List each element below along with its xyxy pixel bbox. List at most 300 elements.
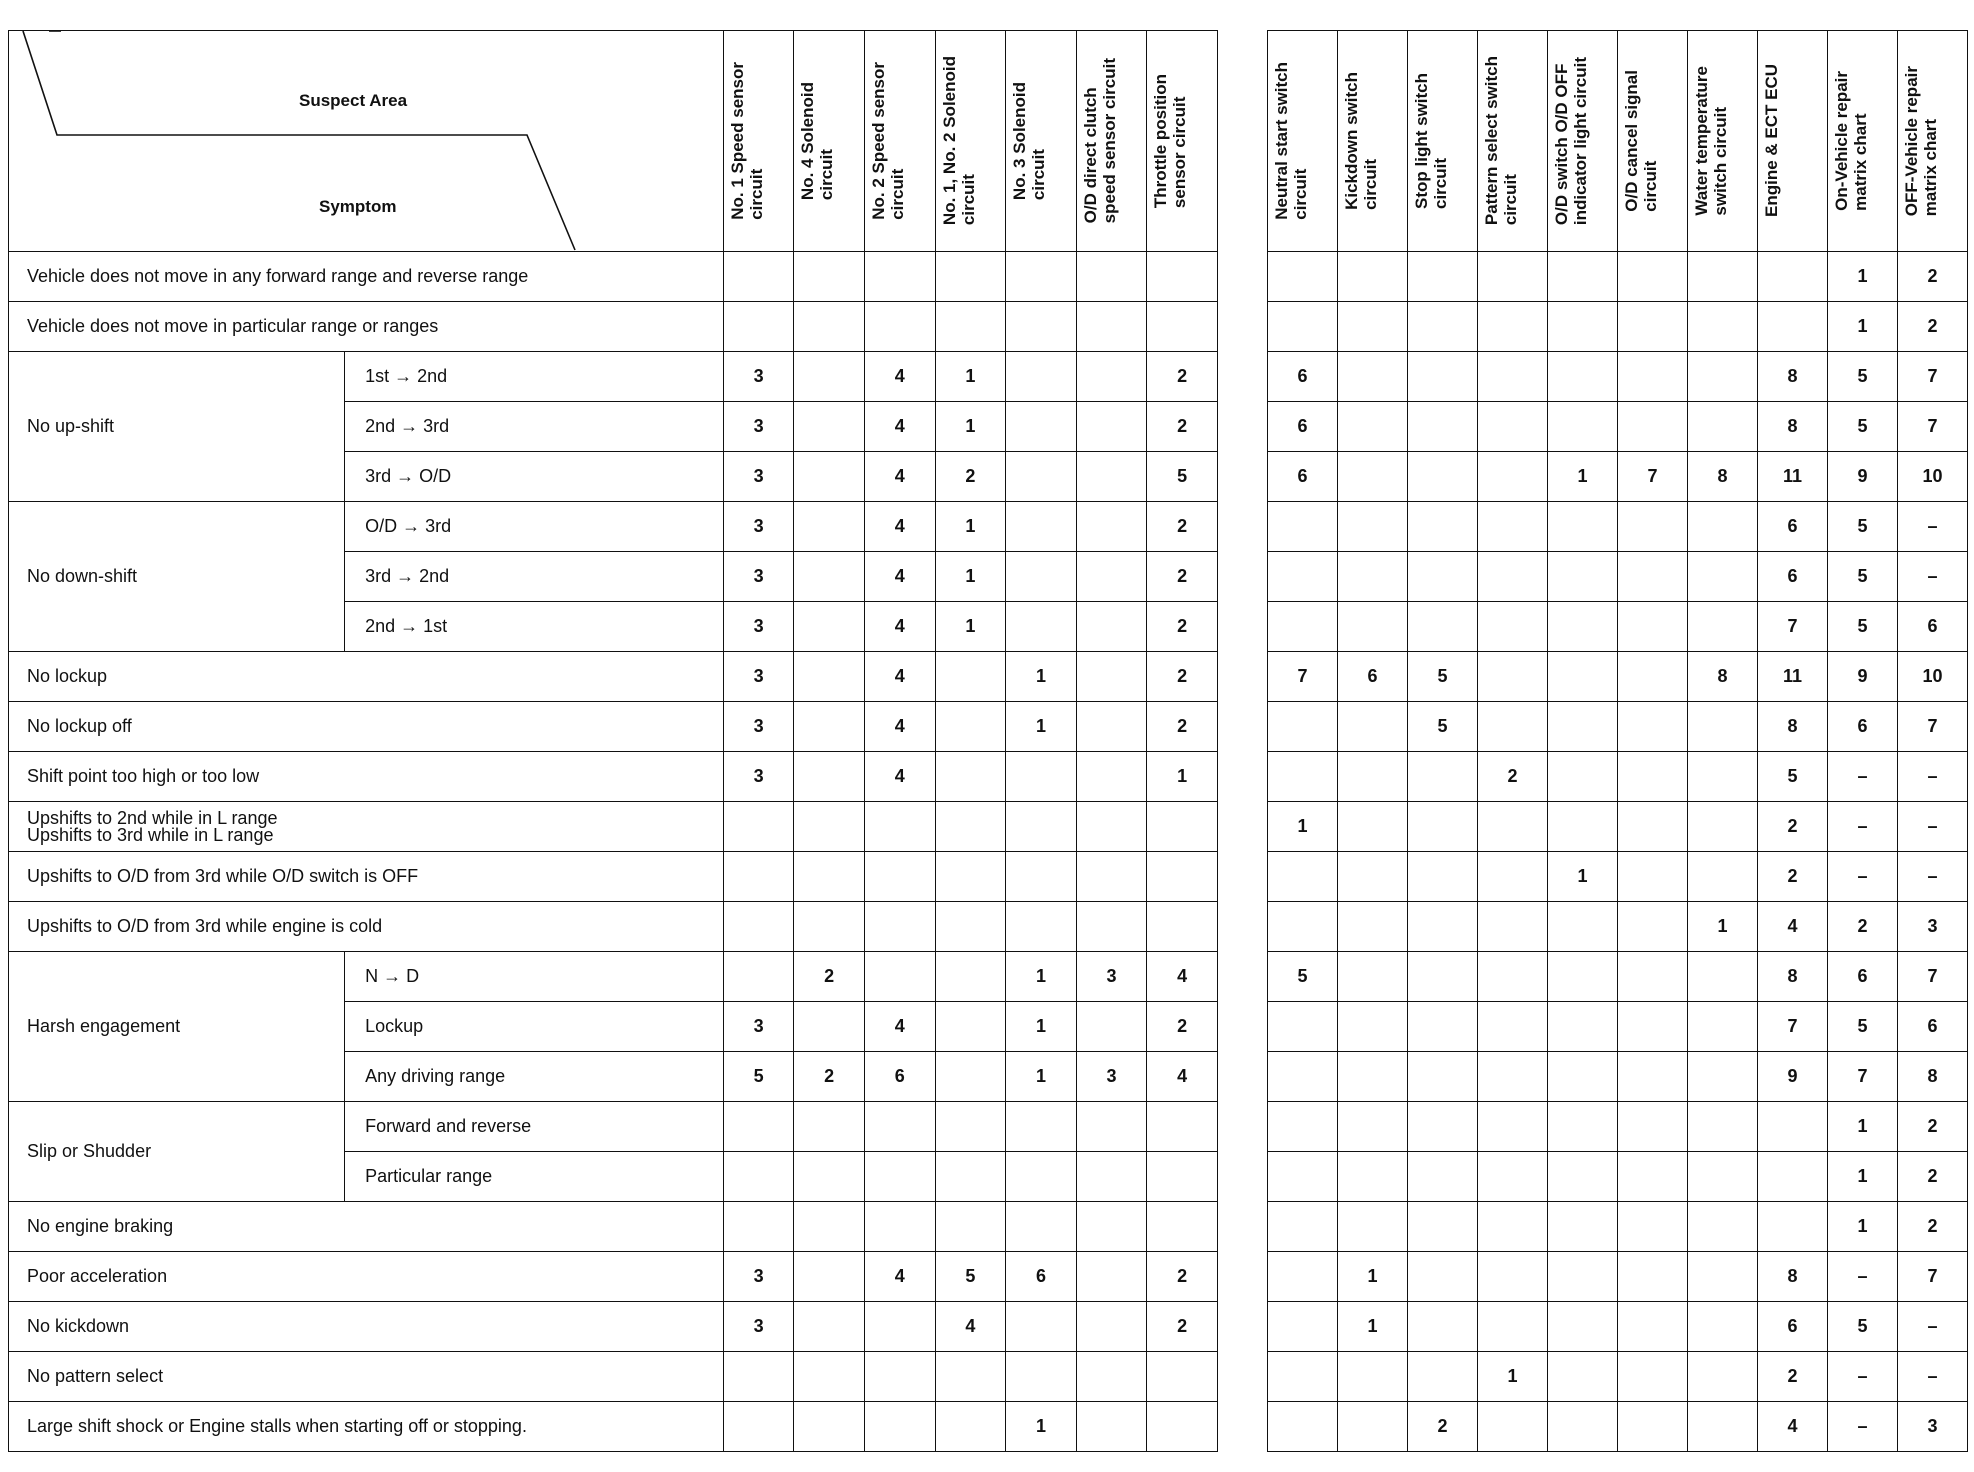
priority-cell: 9 [1828,452,1898,502]
priority-cell: 3 [1076,1052,1147,1102]
priority-cell [935,952,1006,1002]
column-header-label: No. 1 Speed sensor circuit [727,62,766,220]
column-header [1548,31,1618,252]
priority-cell [1006,452,1077,502]
priority-cell: 5 [1408,652,1478,702]
priority-cell [1338,1102,1408,1152]
priority-cell: 11 [1758,652,1828,702]
table-row [1268,652,1968,702]
priority-cell [1688,752,1758,802]
table-row [1268,852,1968,902]
priority-cell [1338,702,1408,752]
priority-cell: 8 [1758,952,1828,1002]
symptom-cell: Shift point too high or too low [9,752,724,802]
column-header [1758,31,1828,252]
priority-cell: 3 [723,752,794,802]
priority-cell [1618,1252,1688,1302]
priority-cell [1268,1302,1338,1352]
priority-cell: 10 [1898,652,1968,702]
column-header [1898,31,1968,252]
priority-cell [1688,302,1758,352]
priority-cell [1076,302,1147,352]
priority-cell [1618,752,1688,802]
column-header [1478,31,1548,252]
priority-cell: 2 [1147,1002,1218,1052]
priority-cell [1338,852,1408,902]
priority-cell [1478,1102,1548,1152]
priority-cell [1408,1002,1478,1052]
priority-cell: 6 [1268,402,1338,452]
priority-cell [1408,1302,1478,1352]
priority-cell [1478,802,1548,852]
priority-cell: 8 [1758,352,1828,402]
priority-cell [1076,1202,1147,1252]
symptom-cell: Large shift shock or Engine stalls when starting off or stopping. [9,1402,724,1452]
priority-cell [1338,402,1408,452]
priority-cell [794,1202,865,1252]
priority-cell: 3 [723,402,794,452]
priority-cell [794,902,865,952]
priority-cell: – [1898,502,1968,552]
priority-cell: 6 [1758,502,1828,552]
priority-cell [1076,1302,1147,1352]
priority-cell: 3 [723,1002,794,1052]
priority-cell: 5 [1828,502,1898,552]
priority-cell [1758,252,1828,302]
priority-cell [864,902,935,952]
priority-cell [1478,602,1548,652]
table-row [1268,1152,1968,1202]
priority-cell [1478,302,1548,352]
table-row [1268,452,1968,502]
priority-cell [1408,1252,1478,1302]
priority-cell [1548,402,1618,452]
priority-cell [794,1102,865,1152]
priority-cell [864,252,935,302]
priority-cell [1618,1152,1688,1202]
priority-cell [1548,1102,1618,1152]
column-header-label: O/D direct clutch speed sensor circuit [1080,58,1119,224]
priority-cell [1618,802,1688,852]
priority-cell: 7 [1618,452,1688,502]
priority-cell [1758,1202,1828,1252]
priority-cell: 3 [723,452,794,502]
priority-cell [1338,1352,1408,1402]
column-header-label: Water temperature switch circuit [1692,66,1730,216]
priority-cell: 6 [1758,552,1828,602]
priority-cell [1408,752,1478,802]
table-row [9,1402,1218,1452]
priority-cell [1147,1402,1218,1452]
priority-cell [1758,1102,1828,1152]
priority-cell [1268,852,1338,902]
left-matrix-table [8,30,1218,1452]
priority-cell [1408,1152,1478,1202]
priority-cell: 10 [1898,452,1968,502]
priority-cell [1147,802,1218,852]
priority-cell: 5 [1828,1302,1898,1352]
symptom-cell: Vehicle does not move in any forward range and reverse range [9,252,724,302]
priority-cell [1338,1402,1408,1452]
priority-cell: 2 [1147,702,1218,752]
priority-cell [723,302,794,352]
priority-cell [1338,302,1408,352]
column-header [1268,31,1338,252]
column-header [1408,31,1478,252]
priority-cell: 6 [1898,1002,1968,1052]
priority-cell: 4 [1147,1052,1218,1102]
priority-cell [723,802,794,852]
priority-cell: 1 [1828,252,1898,302]
priority-cell [1338,752,1408,802]
priority-cell [1076,1102,1147,1152]
table-row [1268,502,1968,552]
priority-cell [1268,902,1338,952]
priority-cell [1548,552,1618,602]
priority-cell [1147,302,1218,352]
priority-cell: – [1898,752,1968,802]
priority-cell: 7 [1898,352,1968,402]
table-row [1268,1102,1968,1152]
priority-cell: 1 [1338,1252,1408,1302]
column-header-label: OFF-Vehicle repair matrix chart [1902,65,1940,217]
column-header [1688,31,1758,252]
column-header-label: Kickdown switch circuit [1342,72,1380,210]
priority-cell [935,1002,1006,1052]
table-row [1268,702,1968,752]
priority-cell [1478,952,1548,1002]
priority-cell: 8 [1758,1252,1828,1302]
priority-cell: 4 [864,602,935,652]
table-row [1268,1402,1968,1452]
priority-cell [1338,452,1408,502]
priority-cell [1688,1352,1758,1402]
priority-cell [794,252,865,302]
priority-cell [1147,1202,1218,1252]
sub-symptom-cell: Particular range [345,1152,724,1202]
priority-cell [1618,1352,1688,1402]
priority-cell [1618,302,1688,352]
priority-cell [1548,1402,1618,1452]
priority-cell: – [1828,1402,1898,1452]
priority-cell [1478,352,1548,402]
priority-cell: – [1898,1302,1968,1352]
priority-cell: 6 [1338,652,1408,702]
sub-symptom-cell: Lockup [345,1002,724,1052]
priority-cell [1548,752,1618,802]
priority-cell [794,602,865,652]
priority-cell [794,452,865,502]
priority-cell [864,802,935,852]
priority-cell: – [1828,802,1898,852]
priority-cell: 7 [1828,1052,1898,1102]
priority-cell: 7 [1898,952,1968,1002]
priority-cell: 5 [1408,702,1478,752]
priority-cell: 1 [1338,1302,1408,1352]
priority-cell: 2 [1147,652,1218,702]
priority-cell [1408,1202,1478,1252]
priority-cell [864,1352,935,1402]
priority-cell [1338,552,1408,602]
priority-cell [1006,1202,1077,1252]
priority-cell: 2 [1898,1202,1968,1252]
priority-cell [1478,652,1548,702]
priority-cell [1268,252,1338,302]
priority-cell: 3 [723,602,794,652]
priority-cell [794,552,865,602]
priority-cell: 2 [794,1052,865,1102]
priority-cell [1548,352,1618,402]
priority-cell: 2 [1898,302,1968,352]
priority-cell [1268,1052,1338,1102]
table-row [9,1352,1218,1402]
priority-cell: 11 [1758,452,1828,502]
priority-cell: 1 [1006,702,1077,752]
column-header-label: O/D switch O/D OFF indicator light circuit [1552,56,1590,226]
priority-cell [1688,352,1758,402]
priority-cell [1338,502,1408,552]
priority-cell [1688,802,1758,852]
priority-cell [1006,302,1077,352]
priority-cell: 2 [1147,352,1218,402]
priority-cell [1548,302,1618,352]
priority-cell [1408,252,1478,302]
priority-cell [1758,302,1828,352]
priority-cell [1076,802,1147,852]
priority-cell [1408,602,1478,652]
table-row [1268,602,1968,652]
table-row [9,1302,1218,1352]
priority-cell: 4 [864,402,935,452]
table-row [1268,1302,1968,1352]
symptom-cell: Vehicle does not move in particular range or ranges [9,302,724,352]
priority-cell [1006,1152,1077,1202]
priority-cell [1618,702,1688,752]
table-row [9,1102,1218,1152]
priority-cell: 2 [1478,752,1548,802]
priority-cell: 3 [723,1302,794,1352]
table-row [1268,1202,1968,1252]
column-header-label: O/D cancel signal circuit [1622,70,1660,212]
priority-cell [1408,952,1478,1002]
table-row [1268,902,1968,952]
symptom-cell: No up-shift [9,352,345,502]
priority-cell [1548,602,1618,652]
priority-cell: 3 [723,1252,794,1302]
symptom-cell: Poor acceleration [9,1252,724,1302]
priority-cell [935,1352,1006,1402]
priority-cell: 5 [1828,352,1898,402]
priority-cell [1338,1002,1408,1052]
priority-cell [1478,1152,1548,1202]
column-header [1618,31,1688,252]
priority-cell [1268,1152,1338,1202]
priority-cell [1006,402,1077,452]
sub-symptom-cell: N → D [345,952,724,1002]
priority-cell [1006,602,1077,652]
priority-cell: 1 [1006,1002,1077,1052]
priority-cell [1478,1002,1548,1052]
priority-cell: 6 [1828,952,1898,1002]
priority-cell [1338,952,1408,1002]
priority-cell: 3 [723,352,794,402]
priority-cell [1338,252,1408,302]
priority-cell [1076,452,1147,502]
priority-cell [1478,902,1548,952]
priority-cell [1408,902,1478,952]
priority-cell: 1 [1828,302,1898,352]
priority-cell: 5 [1828,602,1898,652]
priority-cell [1688,402,1758,452]
column-header-label: Pattern select switch circuit [1482,56,1520,226]
priority-cell [1338,1052,1408,1102]
priority-cell [935,652,1006,702]
priority-cell: – [1828,1252,1898,1302]
table-row [9,652,1218,702]
priority-cell [794,402,865,452]
priority-cell [1548,1302,1618,1352]
priority-cell [1548,1002,1618,1052]
priority-cell [1076,752,1147,802]
priority-cell [1076,1252,1147,1302]
priority-cell [1478,1302,1548,1352]
priority-cell: 3 [723,502,794,552]
priority-cell: 4 [1147,952,1218,1002]
priority-cell: 2 [1828,902,1898,952]
column-header-label: No. 4 Solenoid circuit [798,81,837,201]
priority-cell: 1 [935,552,1006,602]
priority-cell: 2 [1147,1302,1218,1352]
symptom-cell: No down-shift [9,502,345,652]
priority-cell: 1 [935,402,1006,452]
priority-cell [794,302,865,352]
priority-cell: 1 [1548,852,1618,902]
priority-cell [864,1202,935,1252]
priority-cell [935,1152,1006,1202]
priority-cell [1076,702,1147,752]
priority-cell [1548,1152,1618,1202]
priority-cell [1548,502,1618,552]
priority-cell [1076,852,1147,902]
table-row [1268,802,1968,852]
priority-cell: 4 [864,552,935,602]
priority-cell: 3 [1076,952,1147,1002]
priority-cell [935,1052,1006,1102]
table-row [1268,302,1968,352]
priority-cell [1408,552,1478,602]
table-row [9,252,1218,302]
priority-cell: – [1898,802,1968,852]
priority-cell [1338,1202,1408,1252]
column-header [1076,31,1147,252]
priority-cell [1268,302,1338,352]
priority-cell: 2 [1758,802,1828,852]
priority-cell [723,1352,794,1402]
priority-cell: 5 [723,1052,794,1102]
priority-cell: 5 [1828,552,1898,602]
priority-cell [1268,502,1338,552]
table-row [1268,952,1968,1002]
priority-cell [1688,1402,1758,1452]
priority-cell [1338,902,1408,952]
priority-cell: 2 [1758,1352,1828,1402]
priority-cell [794,652,865,702]
priority-cell [1548,1052,1618,1102]
priority-cell [1688,1052,1758,1102]
table-row [9,502,1218,552]
symptom-cell: No pattern select [9,1352,724,1402]
priority-cell [1076,652,1147,702]
priority-cell [1548,702,1618,752]
column-header-label: No. 2 Speed sensor circuit [868,62,907,220]
table-row [9,902,1218,952]
priority-cell [1338,1152,1408,1202]
priority-cell: 1 [1828,1202,1898,1252]
priority-cell [794,852,865,902]
priority-cell: 1 [935,602,1006,652]
priority-cell: 3 [723,552,794,602]
priority-cell [1006,852,1077,902]
priority-cell [1268,1002,1338,1052]
priority-cell [1408,1102,1478,1152]
priority-cell: 1 [1688,902,1758,952]
priority-cell [1478,552,1548,602]
priority-cell [1076,602,1147,652]
priority-cell [1006,502,1077,552]
symptom-cell: No engine braking [9,1202,724,1252]
priority-cell: 1 [1147,752,1218,802]
priority-cell [1268,752,1338,802]
priority-cell: 1 [1268,802,1338,852]
priority-cell [1478,852,1548,902]
priority-cell: 4 [1758,1402,1828,1452]
priority-cell [1338,802,1408,852]
table-row [1268,552,1968,602]
priority-cell: – [1828,1352,1898,1402]
priority-cell: 4 [864,452,935,502]
priority-cell [1478,1202,1548,1252]
priority-cell [1478,402,1548,452]
priority-cell: 5 [1147,452,1218,502]
priority-cell [1618,1102,1688,1152]
priority-cell: 2 [1147,552,1218,602]
priority-cell: 2 [1898,1152,1968,1202]
priority-cell [1076,1002,1147,1052]
priority-cell [1268,552,1338,602]
priority-cell: 6 [1268,352,1338,402]
symptom-cell: Slip or Shudder [9,1102,345,1202]
priority-cell [1408,802,1478,852]
priority-cell [1688,602,1758,652]
suspect-area-label: Suspect Area [299,91,408,110]
symptom-cell: No lockup off [9,702,724,752]
priority-cell [1408,852,1478,902]
priority-cell: 7 [1898,1252,1968,1302]
priority-cell [1618,402,1688,452]
priority-cell [794,1302,865,1352]
priority-cell [1006,1102,1077,1152]
table-row [9,1202,1218,1252]
priority-cell: 8 [1898,1052,1968,1102]
priority-cell [1076,252,1147,302]
column-header [935,31,1006,252]
priority-cell [1006,1302,1077,1352]
priority-cell: 7 [1758,602,1828,652]
priority-cell [1758,1152,1828,1202]
priority-cell [1548,252,1618,302]
priority-cell [1268,1252,1338,1302]
column-header-label: On-Vehicle repair matrix chart [1832,71,1870,211]
